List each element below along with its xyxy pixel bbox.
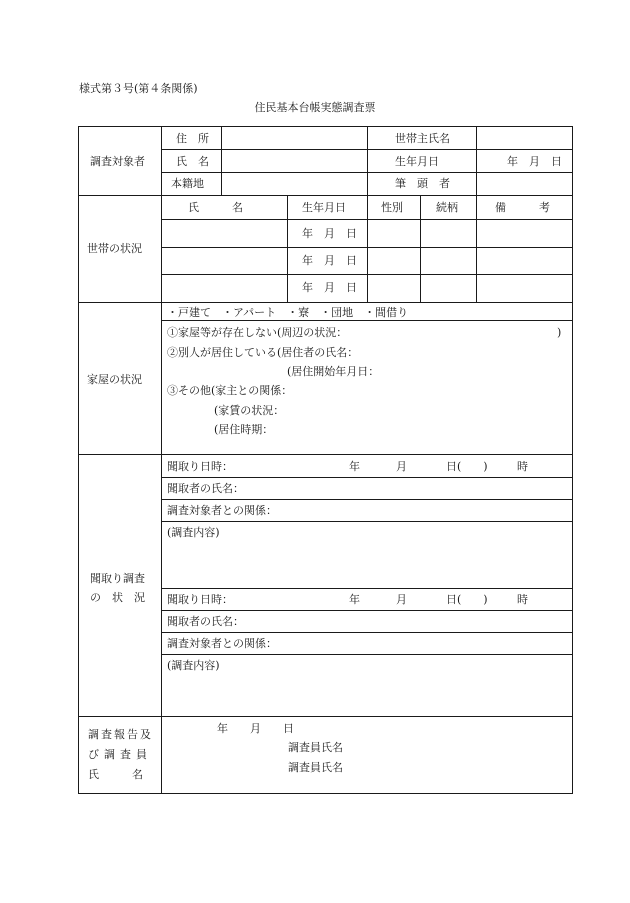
dob-label: 生年月日: [395, 155, 439, 168]
option-other: ③その他(家主との関係：: [167, 384, 293, 397]
household-section-label: 世帯の状況: [87, 242, 142, 255]
interview-month: 月: [396, 593, 407, 606]
honseki-label: 本籍地: [171, 177, 204, 190]
interview-day: 日( ): [446, 460, 488, 473]
resident-start-date-label: (居住開始年月日：: [287, 365, 380, 378]
report-section-label-2: び調査員: [88, 748, 152, 761]
interview-year: 年: [349, 593, 360, 606]
interview-content-label: (調査内容): [167, 526, 220, 539]
col-relation-header: 続柄: [436, 201, 458, 214]
interview-section-label-2: の 状 況: [90, 591, 145, 604]
option-no-house-close: ): [557, 326, 562, 339]
form-number: 様式第３号(第４条関係): [79, 82, 198, 95]
subject-section-label: 調査対象者: [90, 155, 145, 168]
interview-month: 月: [396, 460, 407, 473]
col-name-header: 氏 名: [188, 201, 243, 214]
household-row-dob: 年 月 日: [302, 281, 357, 294]
relation-label: 調査対象者との関係：: [167, 504, 277, 517]
name-label: 氏 名: [176, 155, 209, 168]
col-remarks-header: 備 考: [495, 201, 550, 214]
investigator-name-label: 調査員氏名: [288, 761, 343, 774]
address-label: 住 所: [176, 132, 209, 145]
relation-label: 調査対象者との関係：: [167, 637, 277, 650]
report-section-label: 調査報告及: [88, 728, 153, 741]
interview-day: 日( ): [446, 593, 488, 606]
residence-period-label: (居住時期：: [214, 423, 274, 436]
household-row-dob: 年 月 日: [302, 254, 357, 267]
interview-section-label: 聞取り調査: [90, 572, 145, 585]
col-dob-header: 生年月日: [302, 201, 346, 214]
investigator-name-label: 調査員氏名: [288, 741, 343, 754]
form-title: 住民基本台帳実態調査票: [254, 101, 376, 114]
interviewee-name-label: 聞取者の氏名：: [167, 615, 244, 628]
interview-year: 年: [349, 460, 360, 473]
rent-status-label: (家賃の状況：: [214, 404, 285, 417]
interview-hour: 時: [517, 593, 528, 606]
report-section-label-3: 氏 名: [88, 768, 143, 781]
dob-value: 年 月 日: [507, 155, 562, 168]
interview-datetime-label: 聞取り日時：: [167, 593, 233, 606]
interview-hour: 時: [517, 460, 528, 473]
col-gender-header: 性別: [381, 201, 403, 214]
household-row-dob: 年 月 日: [302, 227, 357, 240]
option-no-house: ①家屋等が存在しない(周辺の状況：: [167, 326, 348, 339]
interviewee-name-label: 聞取者の氏名：: [167, 482, 244, 495]
head-of-register-label: 筆 頭 者: [395, 177, 450, 190]
option-other-resident: ②別人が居住している(居住者の氏名：: [167, 346, 359, 359]
interview-datetime-label: 聞取り日時：: [167, 460, 233, 473]
interview-content-label: (調査内容): [167, 659, 220, 672]
householder-label: 世帯主氏名: [395, 132, 450, 145]
dwelling-types: ・戸建て ・アパート ・寮 ・団地 ・間借り: [167, 306, 409, 319]
house-section-label: 家屋の状況: [87, 373, 142, 386]
report-date: 年 月 日: [217, 722, 294, 735]
